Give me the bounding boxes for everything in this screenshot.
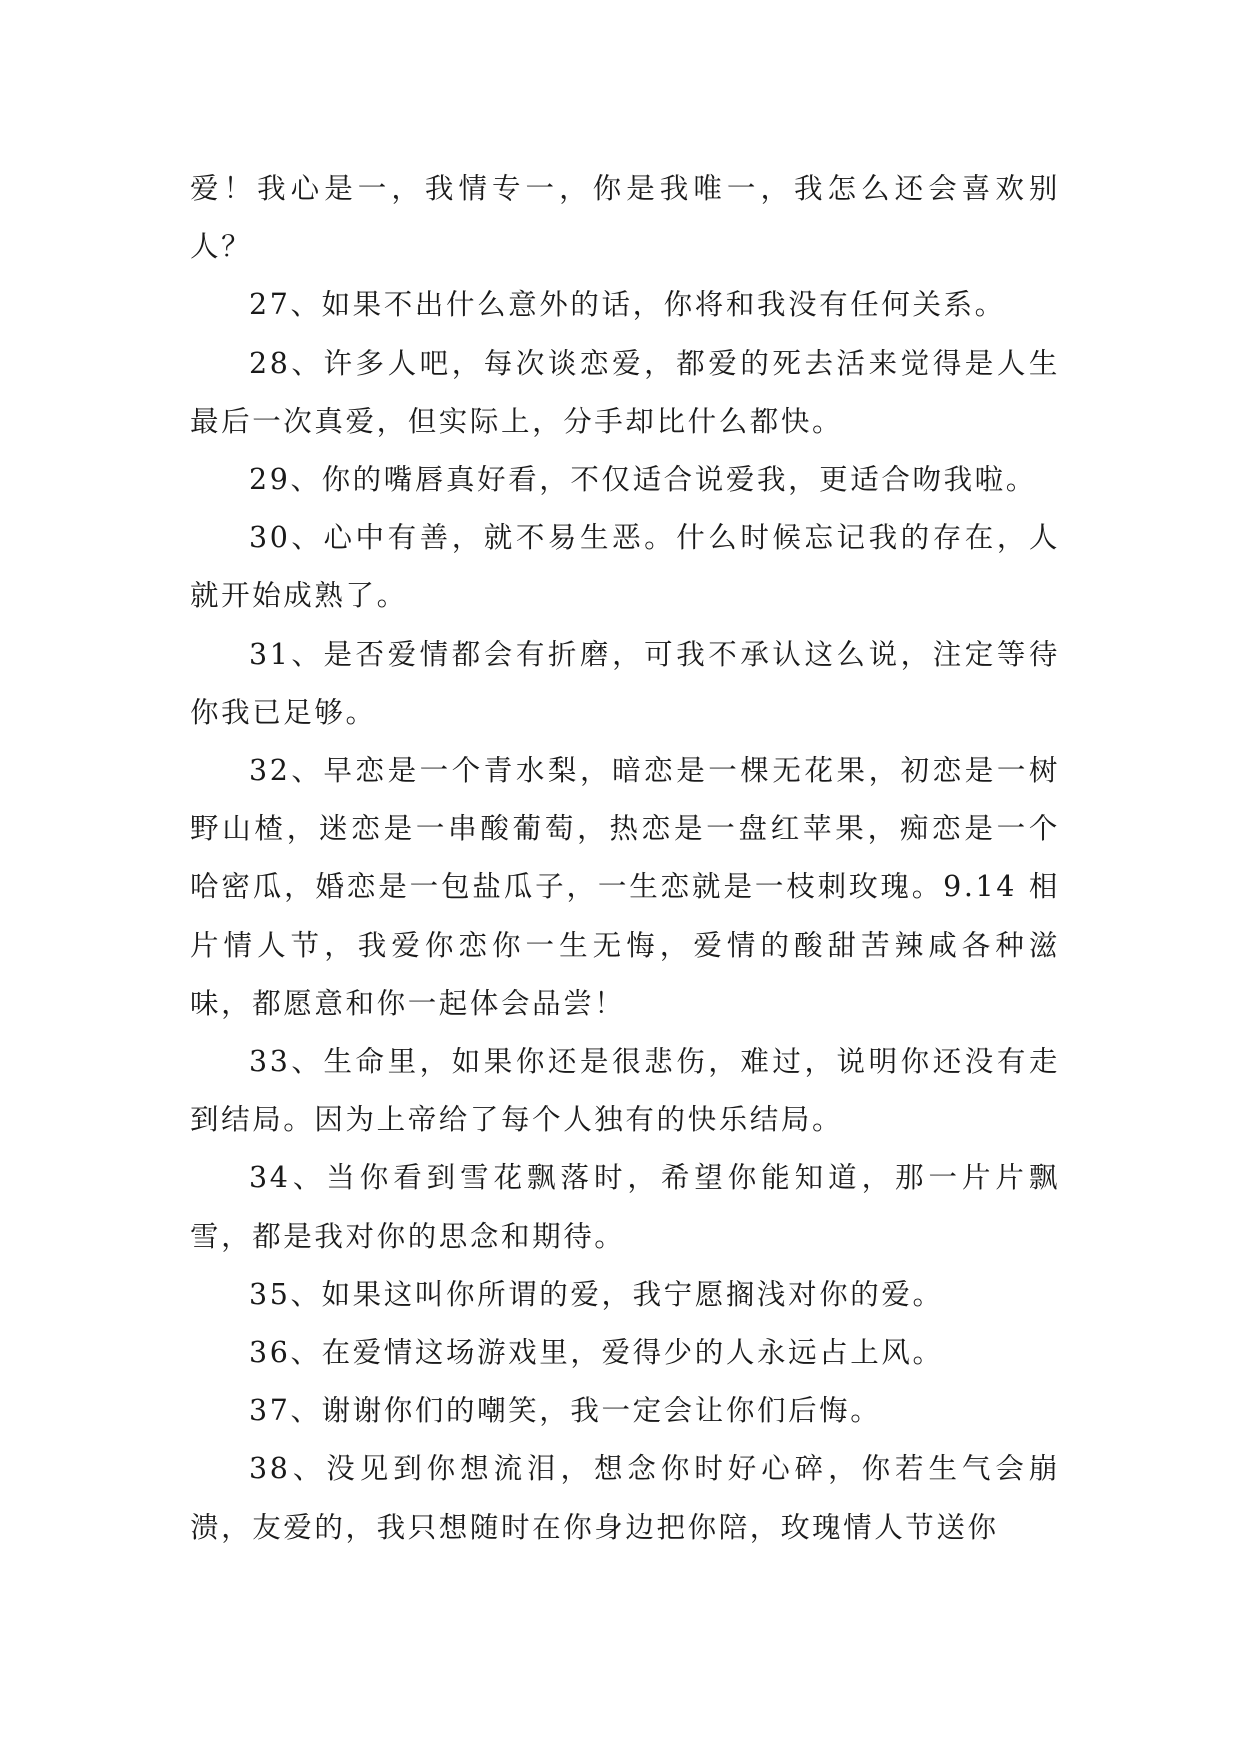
paragraph-29: 29、你的嘴唇真好看，不仅适合说爱我，更适合吻我啦。 <box>249 463 1037 497</box>
paragraph-27: 27、如果不出什么意外的话，你将和我没有任何关系。 <box>249 288 1006 322</box>
paragraph-continuation: 爱！我心是一，我情专一，你是我唯一，我怎么还会喜欢别人？ <box>190 172 1060 264</box>
paragraph-34: 34、当你看到雪花飘落时，希望你能知道，那一片片飘雪，都是我对你的思念和期待。 <box>190 1161 1060 1253</box>
paragraph-35: 35、如果这叫你所谓的爱，我宁愿搁浅对你的爱。 <box>249 1277 944 1311</box>
paragraph-30: 30、心中有善，就不易生恶。什么时候忘记我的存在，人就开始成熟了。 <box>190 521 1060 613</box>
paragraph-37: 37、谢谢你们的嘲笑，我一定会让你们后悔。 <box>249 1394 882 1428</box>
paragraph-31: 31、是否爱情都会有折磨，可我不承认这么说，注定等待你我已足够。 <box>190 637 1060 729</box>
paragraph-38: 38、没见到你想流泪，想念你时好心碎，你若生气会崩溃，友爱的，我只想随时在你身边把你陪，玫瑰情人节送你 <box>190 1452 1060 1544</box>
document-body <box>190 160 1060 1557</box>
paragraph-28: 28、许多人吧，每次谈恋爱，都爱的死去活来觉得是人生最后一次真爱，但实际上，分手却比什么都快。 <box>190 346 1060 438</box>
paragraph-36: 36、在爱情这场游戏里，爱得少的人永远占上风。 <box>249 1336 944 1370</box>
paragraph-32: 32、早恋是一个青水梨，暗恋是一棵无花果，初恋是一树野山楂，迷恋是一串酸葡萄，热恋是一盘红苹果，痴恋是一个哈密瓜，婚恋是一包盐瓜子，一生恋就是一枝刺玫瑰。9.14 相片情人节，我爱你恋你一生无悔，爱情的酸甜苦辣咸各种滋味，都愿意和你一起体会品尝！ <box>190 754 1060 1020</box>
paragraph-33: 33、生命里，如果你还是很悲伤，难过，说明你还没有走到结局。因为上帝给了每个人独有的快乐结局。 <box>190 1045 1060 1137</box>
